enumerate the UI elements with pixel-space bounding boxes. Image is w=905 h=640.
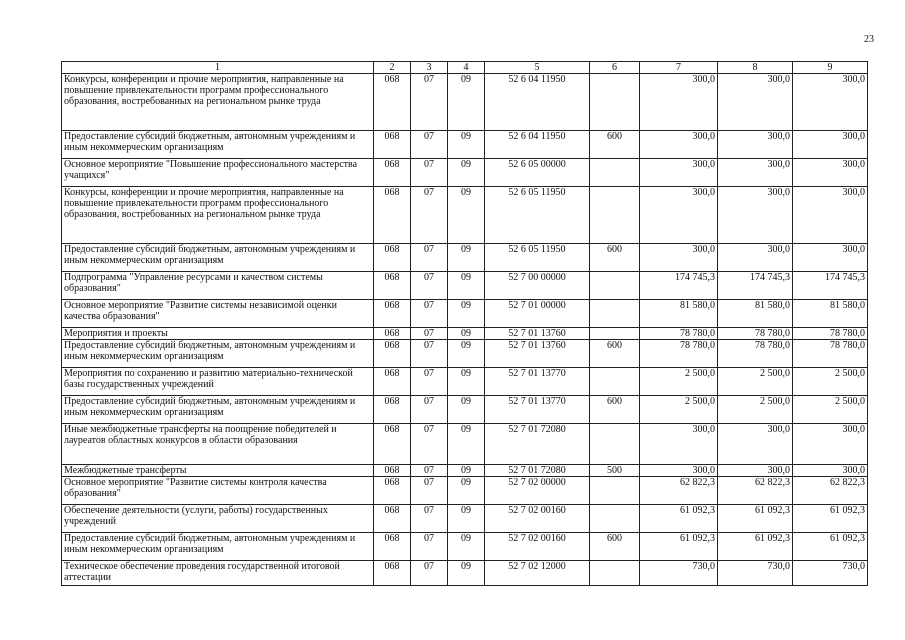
amount-cell: 62 822,3 xyxy=(718,477,793,505)
amount-cell: 78 780,0 xyxy=(718,340,793,368)
code-cell: 07 xyxy=(411,533,448,561)
code-cell: 52 6 05 11950 xyxy=(485,187,590,244)
code-cell: 09 xyxy=(448,328,485,340)
code-cell: 068 xyxy=(374,368,411,396)
amount-cell: 300,0 xyxy=(640,187,718,244)
table-row xyxy=(62,328,868,340)
table-row xyxy=(62,561,868,586)
code-cell: 09 xyxy=(448,187,485,244)
item-name-cell: Предоставление субсидий бюджетным, автономным учреждениям и иным некоммерческим организациям xyxy=(62,340,374,368)
code-cell: 52 7 01 13760 xyxy=(485,340,590,368)
amount-cell: 300,0 xyxy=(640,244,718,272)
item-name-cell: Межбюджетные трансферты xyxy=(62,465,374,477)
code-cell: 07 xyxy=(411,272,448,300)
code-cell: 07 xyxy=(411,368,448,396)
code-cell xyxy=(590,561,640,586)
header-row xyxy=(62,62,868,74)
amount-cell: 300,0 xyxy=(640,74,718,131)
amount-cell: 78 780,0 xyxy=(640,340,718,368)
table-row xyxy=(62,300,868,328)
amount-cell: 300,0 xyxy=(640,159,718,187)
code-cell: 09 xyxy=(448,477,485,505)
code-cell: 068 xyxy=(374,187,411,244)
code-cell: 068 xyxy=(374,328,411,340)
amount-cell: 61 092,3 xyxy=(640,505,718,533)
table-row xyxy=(62,465,868,477)
amount-cell: 78 780,0 xyxy=(718,328,793,340)
amount-cell: 81 580,0 xyxy=(793,300,868,328)
amount-cell: 78 780,0 xyxy=(793,328,868,340)
table-row xyxy=(62,131,868,159)
code-cell xyxy=(590,424,640,465)
amount-cell: 61 092,3 xyxy=(718,533,793,561)
code-cell: 52 7 01 13770 xyxy=(485,396,590,424)
amount-cell: 2 500,0 xyxy=(640,368,718,396)
item-name-cell: Конкурсы, конференции и прочие мероприятия, направленные на повышение привлекательности программ профессионального образования, востребованных на региональном рынке труда xyxy=(62,187,374,244)
code-cell xyxy=(590,328,640,340)
code-cell: 068 xyxy=(374,477,411,505)
item-name-cell: Конкурсы, конференции и прочие мероприятия, направленные на повышение привлекательности программ профессионального образования, востребованных на региональном рынке труда xyxy=(62,74,374,131)
code-cell xyxy=(590,74,640,131)
amount-cell: 300,0 xyxy=(793,131,868,159)
code-cell: 07 xyxy=(411,300,448,328)
code-cell: 600 xyxy=(590,396,640,424)
amount-cell: 300,0 xyxy=(718,424,793,465)
code-cell: 07 xyxy=(411,505,448,533)
code-cell: 52 7 02 00000 xyxy=(485,477,590,505)
code-cell: 52 7 02 00160 xyxy=(485,533,590,561)
code-cell: 07 xyxy=(411,340,448,368)
amount-cell: 2 500,0 xyxy=(718,368,793,396)
code-cell: 52 7 01 72080 xyxy=(485,465,590,477)
budget-table xyxy=(61,61,868,586)
amount-cell: 300,0 xyxy=(793,424,868,465)
code-cell: 07 xyxy=(411,187,448,244)
amount-cell: 730,0 xyxy=(793,561,868,586)
header-cell: 1 xyxy=(62,62,374,74)
header-cell: 9 xyxy=(793,62,868,74)
amount-cell: 300,0 xyxy=(793,159,868,187)
code-cell: 07 xyxy=(411,477,448,505)
item-name-cell: Основное мероприятие "Развитие системы независимой оценки качества образования" xyxy=(62,300,374,328)
amount-cell: 62 822,3 xyxy=(793,477,868,505)
code-cell: 07 xyxy=(411,328,448,340)
item-name-cell: Мероприятия по сохранению и развитию материально-технической базы государственных учреждений xyxy=(62,368,374,396)
code-cell xyxy=(590,477,640,505)
table-row xyxy=(62,244,868,272)
code-cell: 09 xyxy=(448,368,485,396)
amount-cell: 300,0 xyxy=(718,187,793,244)
amount-cell: 174 745,3 xyxy=(640,272,718,300)
code-cell: 068 xyxy=(374,561,411,586)
amount-cell: 2 500,0 xyxy=(640,396,718,424)
code-cell: 600 xyxy=(590,533,640,561)
table-row xyxy=(62,396,868,424)
amount-cell: 300,0 xyxy=(718,159,793,187)
amount-cell: 300,0 xyxy=(793,74,868,131)
amount-cell: 174 745,3 xyxy=(718,272,793,300)
code-cell: 07 xyxy=(411,131,448,159)
header-cell: 6 xyxy=(590,62,640,74)
amount-cell: 61 092,3 xyxy=(718,505,793,533)
code-cell: 09 xyxy=(448,272,485,300)
item-name-cell: Иные межбюджетные трансферты на поощрение победителей и лауреатов областных конкурсов в области образования xyxy=(62,424,374,465)
item-name-cell: Предоставление субсидий бюджетным, автономным учреждениям и иным некоммерческим организациям xyxy=(62,396,374,424)
code-cell: 600 xyxy=(590,131,640,159)
amount-cell: 300,0 xyxy=(640,424,718,465)
item-name-cell: Основное мероприятие "Повышение профессионального мастерства учащихся" xyxy=(62,159,374,187)
code-cell: 52 6 04 11950 xyxy=(485,131,590,159)
code-cell: 09 xyxy=(448,74,485,131)
amount-cell: 81 580,0 xyxy=(718,300,793,328)
code-cell: 09 xyxy=(448,244,485,272)
code-cell: 09 xyxy=(448,159,485,187)
amount-cell: 300,0 xyxy=(793,465,868,477)
item-name-cell: Предоставление субсидий бюджетным, автономным учреждениям и иным некоммерческим организациям xyxy=(62,533,374,561)
header-cell: 8 xyxy=(718,62,793,74)
code-cell: 09 xyxy=(448,396,485,424)
amount-cell: 300,0 xyxy=(718,74,793,131)
code-cell: 09 xyxy=(448,561,485,586)
amount-cell: 62 822,3 xyxy=(640,477,718,505)
table-row xyxy=(62,505,868,533)
code-cell: 52 6 04 11950 xyxy=(485,74,590,131)
table-row xyxy=(62,368,868,396)
code-cell: 068 xyxy=(374,505,411,533)
code-cell: 068 xyxy=(374,159,411,187)
code-cell: 068 xyxy=(374,244,411,272)
code-cell: 09 xyxy=(448,300,485,328)
code-cell: 068 xyxy=(374,465,411,477)
table-row xyxy=(62,533,868,561)
amount-cell: 730,0 xyxy=(718,561,793,586)
amount-cell: 730,0 xyxy=(640,561,718,586)
amount-cell: 2 500,0 xyxy=(718,396,793,424)
code-cell: 068 xyxy=(374,340,411,368)
code-cell: 07 xyxy=(411,244,448,272)
code-cell: 068 xyxy=(374,396,411,424)
code-cell: 07 xyxy=(411,561,448,586)
code-cell: 52 7 01 13770 xyxy=(485,368,590,396)
code-cell xyxy=(590,272,640,300)
code-cell: 068 xyxy=(374,131,411,159)
code-cell: 07 xyxy=(411,465,448,477)
code-cell: 09 xyxy=(448,533,485,561)
code-cell xyxy=(590,505,640,533)
code-cell: 600 xyxy=(590,244,640,272)
amount-cell: 78 780,0 xyxy=(640,328,718,340)
code-cell: 07 xyxy=(411,159,448,187)
code-cell xyxy=(590,159,640,187)
item-name-cell: Подпрограмма "Управление ресурсами и качеством системы образования" xyxy=(62,272,374,300)
table-row xyxy=(62,477,868,505)
table-row xyxy=(62,272,868,300)
code-cell: 07 xyxy=(411,424,448,465)
header-cell: 5 xyxy=(485,62,590,74)
code-cell: 068 xyxy=(374,533,411,561)
code-cell: 52 6 05 11950 xyxy=(485,244,590,272)
amount-cell: 300,0 xyxy=(718,131,793,159)
code-cell: 07 xyxy=(411,74,448,131)
code-cell: 52 7 00 00000 xyxy=(485,272,590,300)
code-cell: 07 xyxy=(411,396,448,424)
amount-cell: 300,0 xyxy=(793,244,868,272)
code-cell: 068 xyxy=(374,424,411,465)
item-name-cell: Основное мероприятие "Развитие системы контроля качества образования" xyxy=(62,477,374,505)
table-row xyxy=(62,74,868,131)
code-cell xyxy=(590,187,640,244)
amount-cell: 2 500,0 xyxy=(793,396,868,424)
amount-cell: 81 580,0 xyxy=(640,300,718,328)
code-cell: 600 xyxy=(590,340,640,368)
header-cell: 7 xyxy=(640,62,718,74)
item-name-cell: Мероприятия и проекты xyxy=(62,328,374,340)
code-cell: 068 xyxy=(374,74,411,131)
code-cell: 52 7 02 12000 xyxy=(485,561,590,586)
header-cell: 2 xyxy=(374,62,411,74)
code-cell: 500 xyxy=(590,465,640,477)
header-cell: 3 xyxy=(411,62,448,74)
item-name-cell: Обеспечение деятельности (услуги, работы) государственных учреждений xyxy=(62,505,374,533)
code-cell: 09 xyxy=(448,131,485,159)
amount-cell: 300,0 xyxy=(640,131,718,159)
code-cell: 52 7 01 72080 xyxy=(485,424,590,465)
amount-cell: 300,0 xyxy=(718,465,793,477)
page-number: 23 xyxy=(864,34,874,45)
amount-cell: 2 500,0 xyxy=(793,368,868,396)
table-row xyxy=(62,187,868,244)
code-cell: 068 xyxy=(374,272,411,300)
code-cell: 52 6 05 00000 xyxy=(485,159,590,187)
code-cell: 068 xyxy=(374,300,411,328)
amount-cell: 61 092,3 xyxy=(793,533,868,561)
code-cell: 09 xyxy=(448,340,485,368)
amount-cell: 61 092,3 xyxy=(793,505,868,533)
code-cell xyxy=(590,300,640,328)
code-cell: 52 7 01 00000 xyxy=(485,300,590,328)
table-row xyxy=(62,340,868,368)
amount-cell: 61 092,3 xyxy=(640,533,718,561)
table-row xyxy=(62,424,868,465)
code-cell xyxy=(590,368,640,396)
code-cell: 09 xyxy=(448,424,485,465)
table-row xyxy=(62,159,868,187)
item-name-cell: Техническое обеспечение проведения государственной итоговой аттестации xyxy=(62,561,374,586)
item-name-cell: Предоставление субсидий бюджетным, автономным учреждениям и иным некоммерческим организациям xyxy=(62,244,374,272)
code-cell: 52 7 02 00160 xyxy=(485,505,590,533)
code-cell: 52 7 01 13760 xyxy=(485,328,590,340)
code-cell: 09 xyxy=(448,505,485,533)
amount-cell: 174 745,3 xyxy=(793,272,868,300)
amount-cell: 300,0 xyxy=(793,187,868,244)
code-cell: 09 xyxy=(448,465,485,477)
header-cell: 4 xyxy=(448,62,485,74)
item-name-cell: Предоставление субсидий бюджетным, автономным учреждениям и иным некоммерческим организациям xyxy=(62,131,374,159)
amount-cell: 300,0 xyxy=(640,465,718,477)
amount-cell: 78 780,0 xyxy=(793,340,868,368)
amount-cell: 300,0 xyxy=(718,244,793,272)
